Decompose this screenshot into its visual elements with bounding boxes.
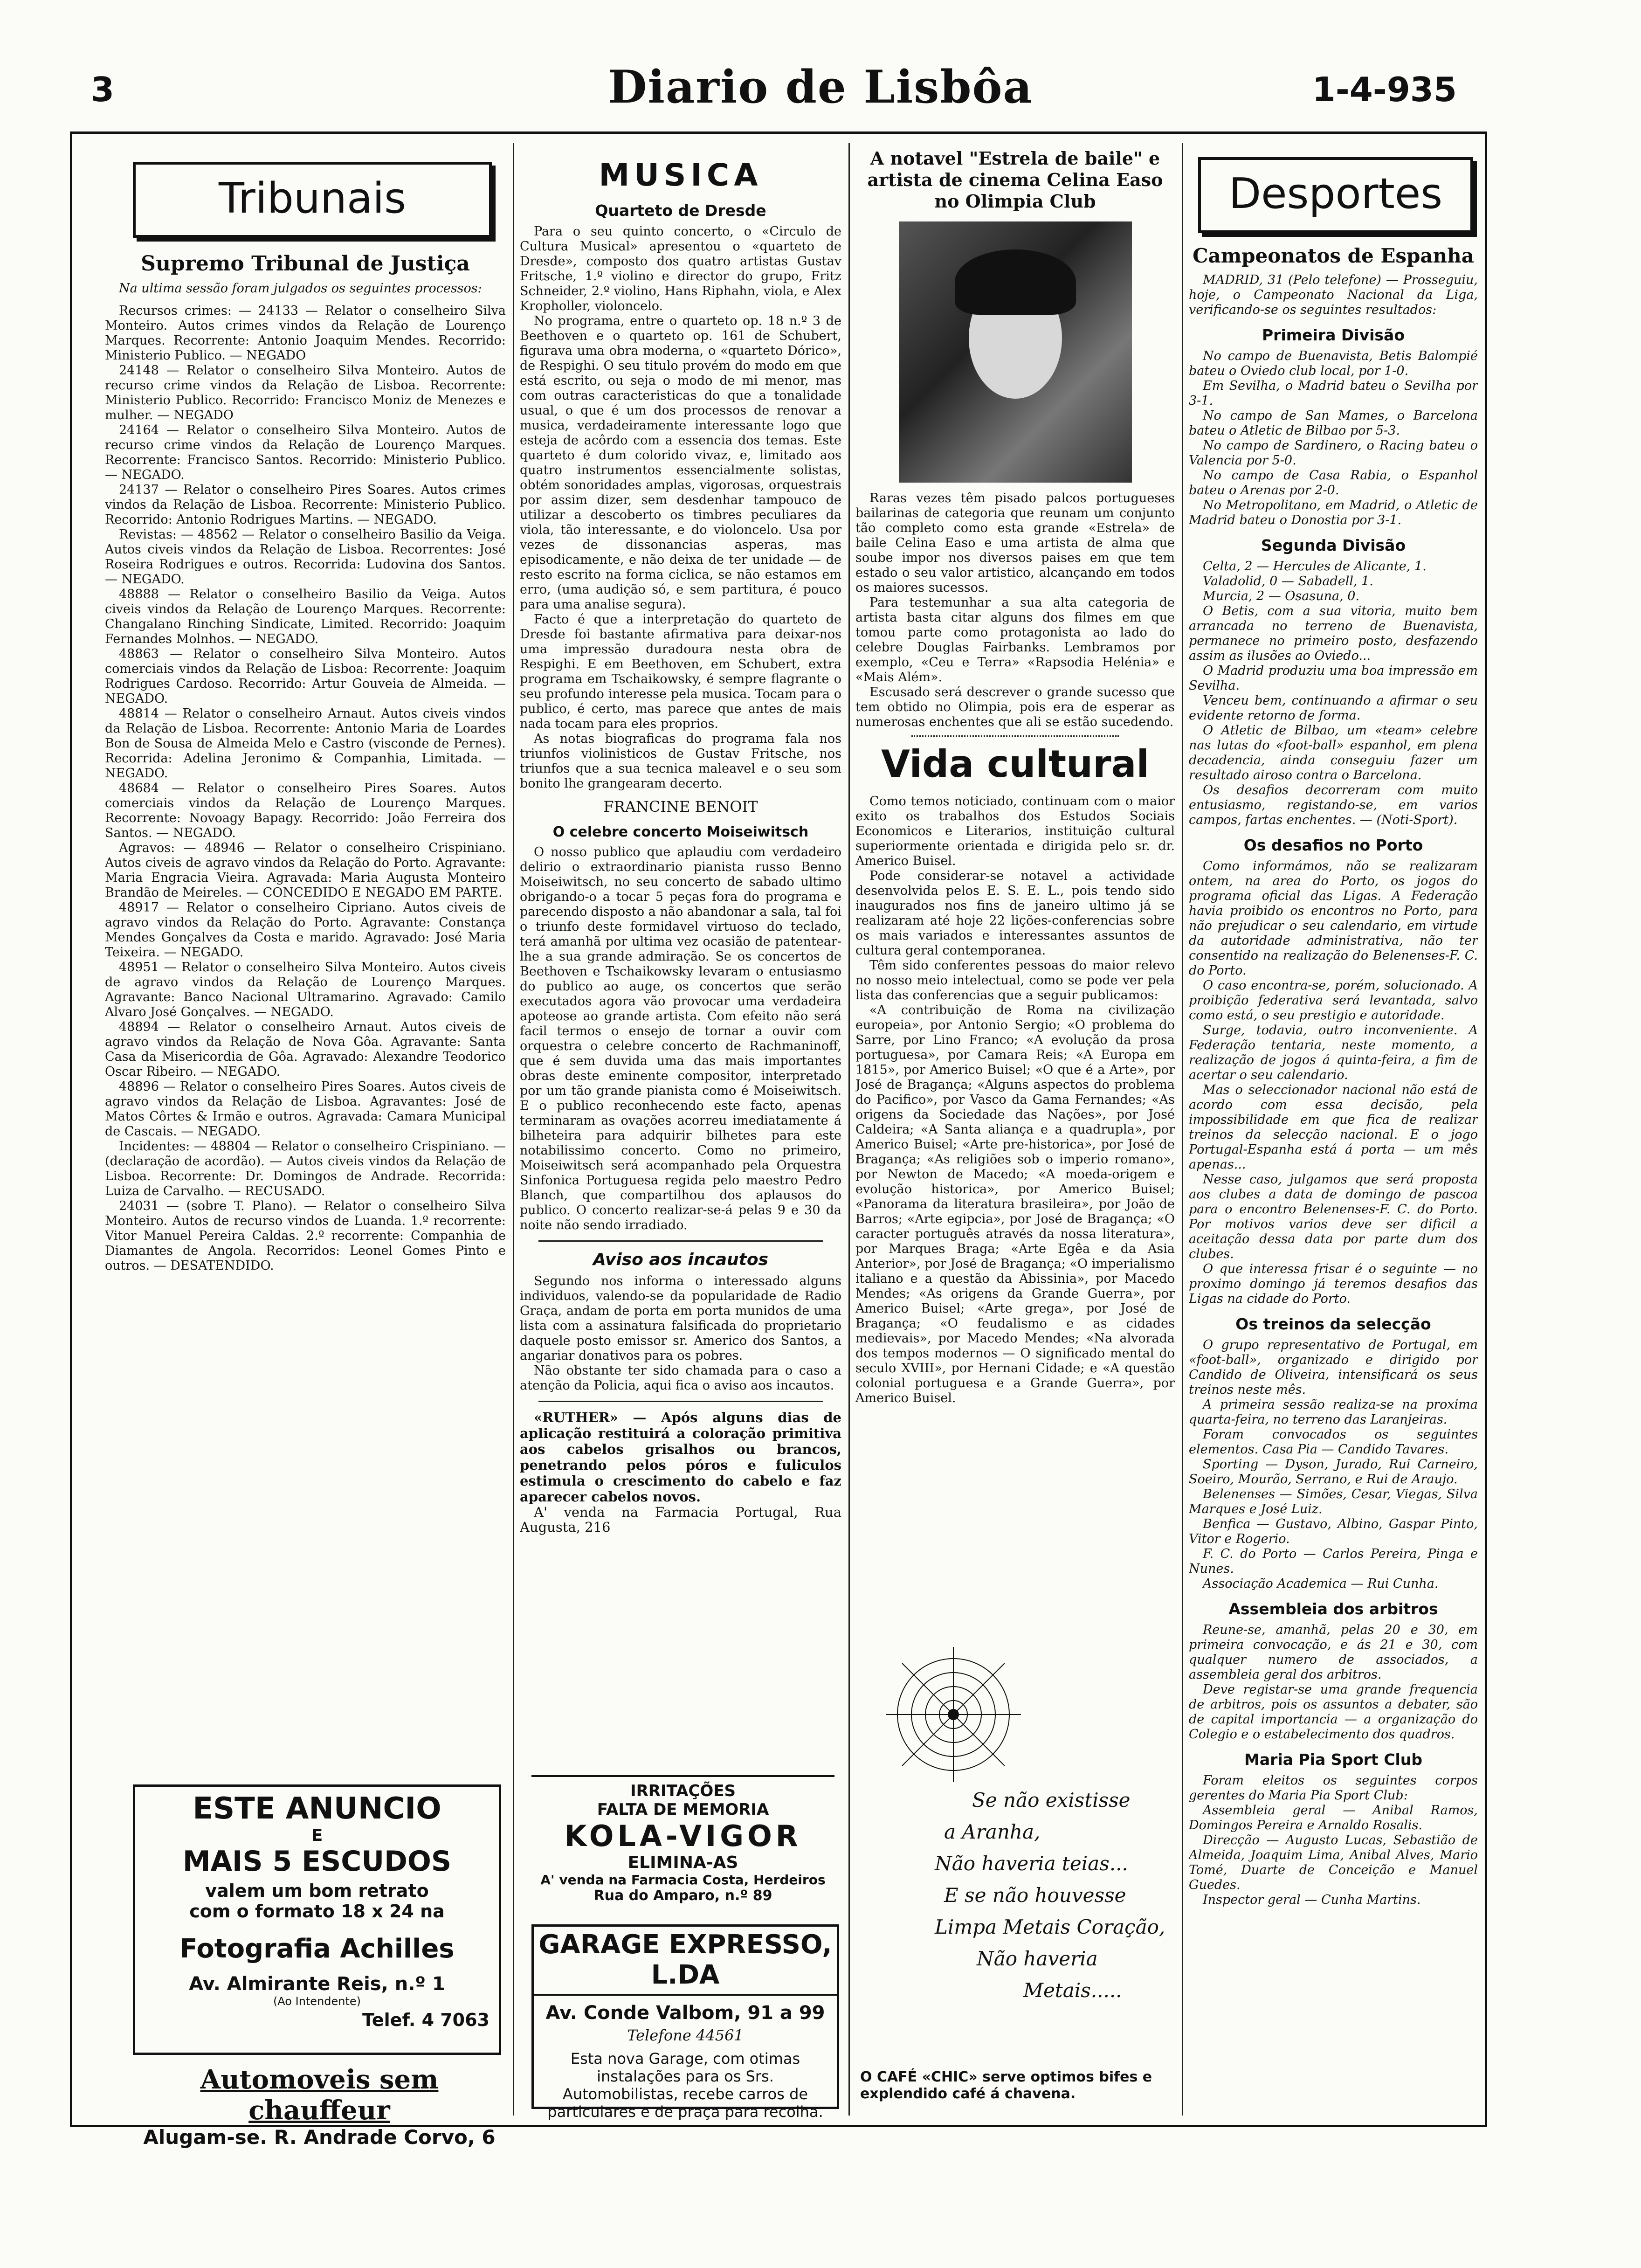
paragraph: 48896 — Relator o conselheiro Pires Soares. Autos civeis de agravo vindos da Relação de Lisboa. Agravantes: José de Matos Côrtes & Irmão e outros. Agravada: Camara Municipal de Cascais. — NEGADO. (105, 1079, 506, 1139)
handwritten-slogan (935, 1784, 1168, 2006)
ad-line: Fotografia Achilles (179, 1934, 455, 1964)
ad-line: MAIS 5 ESCUDOS (182, 1845, 452, 1878)
ad-line: Automoveis sem chauffeur (200, 2064, 439, 2126)
spider-web-icon (883, 1645, 1023, 1784)
ad-line: FALTA DE MEMORIA (597, 1800, 769, 1819)
slogan-line: Limpa Metais Coração, (935, 1915, 1165, 1938)
paragraph: Agravos: — 48946 — Relator o conselheiro Crispiniano. Autos civeis de agravo vindos da Relação do Porto. Agravante: Maria Engracia Vieira. Agravada: Maria Augusta Monteiro Brandão de Meireles. — CONCEDIDO E NEGADO EM PARTE. (105, 841, 506, 900)
article-lead: Na ultima sessão foram julgados os seguintes processos: (119, 281, 482, 296)
paragraph: O Madrid produziu uma boa impressão em Sevilha. (1189, 664, 1478, 693)
paragraph: 24164 — Relator o conselheiro Silva Monteiro. Autos de recurso crime vindos da Relação de Lourenço Marques. Recorrente: Francisco Santos. Recorrido: Ministerio Publico. — NEGADO. (105, 423, 506, 482)
ad-line: GARAGE EXPRESSO, L.DA (534, 1929, 837, 1996)
paragraph: Recursos crimes: — 24133 — Relator o conselheiro Silva Monteiro. Autos crimes vindos da Relação de Lourenço Marques. Recorrente: Antonio Joaquim Mendes. Recorrido: Ministerio Publico. — NEGADO (105, 304, 506, 363)
column-rule (513, 143, 514, 2116)
byline: FRANCINE BENOIT (603, 798, 758, 816)
article-lead: MADRID, 31 (Pelo telefone) — Prosseguiu, hoje, o Campeonato Nacional da Liga, verificando-se os seguintes resultados: (1189, 273, 1478, 317)
paragraph: O caso encontra-se, porém, solucionado. A proibição federativa será levantada, salvo como está, o seu prestigio e autoridade. (1189, 978, 1478, 1023)
paragraph: Em Sevilha, o Madrid bateu o Sevilha por 3-1. (1189, 379, 1478, 408)
paragraph: Segundo nos informa o interessado alguns individuos, valendo-se da popularidade de Radio Graça, andam de porta em porta munidos de uma lista com a assinatura falsificada do proprietario daquele posto emissor sr. Americo dos Santos, a angariar donativos para os pobres. (520, 1274, 841, 1363)
paragraph: Foram eleitos os seguintes corpos gerentes do Maria Pia Sport Club: (1189, 1773, 1478, 1803)
divider (538, 1401, 823, 1402)
subhead: Os treinos da selecção (1235, 1315, 1431, 1333)
ad-line: A' venda na Farmacia Costa, Herdeiros (540, 1872, 826, 1888)
subhead: Os desafios no Porto (1243, 836, 1423, 854)
page-frame (70, 131, 1487, 2149)
issue-date: 1-4-935 (1312, 70, 1457, 109)
article-title: Aviso aos incautos (593, 1250, 768, 1269)
article-title: Supremo Tribunal de Justiça (141, 252, 470, 276)
column-rule (848, 143, 850, 2116)
paragraph: «A contribuição de Roma na civilização europeia», por Antonio Sergio; «O problema do Sarre, por Lino Franco; «A evolução da prosa portuguesa», por Camara Reis; «A Europa em 1815», por Americo Buisel; «O que é a Arte», por José de Bragança; «Alguns aspectos do problema do Pacifico», por Vasco da Gama Fernandes; «As origens da Sociedade das Nações», por José Caldeira; «A Santa aliança e a quadrupla», por Americo Buisel; «Arte pre-historica», por José de Bragança; «As religiões sob o imperio romano», por Newton de Macedo; «A moeda-origem e evolução historica», por Americo Buisel; «Panorama da literatura brasileira», por João de Barros; «Arte egipcia», por José de Bragança; «O caracter português através da nossa literatura», por Marques Braga; «Arte Egêa e da Asia Anterior», por José de Bragança; «O imperialismo italiano e a questão da Abissinia», por Macedo Mendes; «As origens da Grande Guerra», por Americo Buisel; «Arte grega», por José de Bragança; «O feudalismo e as cidades medievais», por Macedo Mendes; «Na alvorada dos tempos modernos — O significado mental do seculo XVIII», por Hernani Cidade; e «A questão colonial portuguesa e a Grande Guerra», por Americo Buisel. (855, 1003, 1175, 1405)
paragraph: Benfica — Gustavo, Albino, Gaspar Pinto, Vitor e Rogerio. (1189, 1517, 1478, 1546)
paragraph: O grupo representativo de Portugal, em «foot-ball», organizado e dirigido por Candido de Oliveira, intensificará os seus treinos neste mês. (1189, 1338, 1478, 1397)
newspaper-title: Diario de Lisbôa (608, 61, 1033, 113)
paragraph: Reune-se, amanhã, pelas 20 e 30, em primeira convocação, e ás 21 e 30, com qualquer numero de associados, a assembleia geral dos arbitros. (1189, 1623, 1478, 1682)
divider (911, 735, 1119, 737)
subhead: Maria Pia Sport Club (1244, 1750, 1422, 1769)
divider (538, 1240, 823, 1242)
ad-ruther: «RUTHER» — Após alguns dias de aplicação restituirá a coloração primitiva aos cabelos grisalhos ou brancos, penetrando pelos póros e fuliculos estimula o crescimento do cabelo e faz aparecer cabelos novos. (520, 1410, 841, 1505)
article-title: O celebre concerto Moiseiwitsch (552, 824, 809, 840)
paragraph: 48951 — Relator o conselheiro Silva Monteiro. Autos civeis de agravo vindos da Relação de Lourenço Marques. Agravante: Banco Nacional Ultramarino. Agravado: Camilo Alvaro José Gonçalves. — NEGADO. (105, 960, 506, 1019)
paragraph: Incidentes: — 48804 — Relator o conselheiro Crispiniano. — (declaração de acordão). — Autos civeis vindos da Relação de Lisboa. Recorrente: Dr. Domingos de Andrade. Recorrida: Luiza de Carvalho. — RECUSADO. (105, 1139, 506, 1198)
paragraph: 24031 — (sobre T. Plano). — Relator o conselheiro Silva Monteiro. Autos de recurso vindos de Luanda. 1.º recorrente: Vitor Manuel Pereira Caldas. 2.º recorrente: Companhia de Diamantes de Angola. Recorridos: Leonel Gomes Pinto e outros. — DESATENDIDO. (105, 1199, 506, 1273)
subhead: Primeira Divisão (1262, 326, 1405, 344)
slogan-line: a Aranha, (944, 1820, 1041, 1843)
paragraph: Revistas: — 48562 — Relator o conselheiro Basilio da Veiga. Autos civeis vindos da Relação de Lisboa. Recorrentes: José Roseira Rodrigues e outros. Recorrida: Ludovina dos Santos. — NEGADO. (105, 527, 506, 587)
article-title: Campeonatos de Espanha (1193, 244, 1474, 267)
ad-line: E (311, 1826, 323, 1845)
slogan-line: E se não houvesse (944, 1884, 1126, 1907)
paragraph: No campo de Buenavista, Betis Balompié bateu o Oviedo club local, por 1-0. (1189, 349, 1478, 378)
ad-cafe-chic: O CAFÉ «CHIC» serve optimos bifes e explendido café á chavena. (860, 2069, 1152, 2102)
ad-line: valem um bom retrato (205, 1881, 429, 1901)
paragraph: Facto é que a interpretação do quarteto de Dresde foi bastante afirmativa para deixar-nos uma impressão duradoura nesta obra de Respighi. E em Beethoven, em Schubert, extra programa em Tschaikowsky, é sempre flagrante o seu profundo interesse pela musica. Tocam para o publico, é certo, mas parece que antes de mais nada tocam para eles proprios. (520, 612, 841, 731)
ad-fotografia-achilles (133, 1784, 501, 2055)
paragraph: As notas biograficas do programa fala nos triunfos violinisticos de Gustav Fritsche, nos triunfos que a sua tecnica maleavel e o seu som bonito lhe grangearam decerto. (520, 732, 841, 791)
ad-line: ESTE ANUNCIO (193, 1791, 441, 1826)
ad-line: ELIMINA-AS (627, 1853, 738, 1872)
ad-line: Av. Conde Valbom, 91 a 99 (545, 2002, 825, 2024)
paragraph: 24148 — Relator o conselheiro Silva Monteiro. Autos de recurso crime vindos da Relação de Lisboa. Recorrente: Ministerio Publico. Recorrido: Francisco Moniz de Menezes e mulher. — NEGADO (105, 363, 506, 422)
paragraph: 48684 — Relator o conselheiro Pires Soares. Autos comerciais vindos da Relação de Lourenço Marques. Recorrente: Novoagy Bapagy. Recorrido: João Ferreira dos Santos. — NEGADO. (105, 781, 506, 840)
paragraph: Venceu bem, continuando a afirmar o seu evidente retorno de forma. (1189, 693, 1478, 723)
paragraph: Surge, todavia, outro inconveniente. A Federação tentaria, neste momento, a realização de jogos á quinta-feira, a fim de acertar o seu calendario. (1189, 1023, 1478, 1082)
article-title: A notavel "Estrela de baile" e artista de cinema Celina Easo no Olimpia Club (867, 148, 1163, 212)
paragraph: Nesse caso, julgamos que será proposta aos clubes a data de domingo de pascoa para o encontro Belenenses-F. C. do Porto. Por motivos varios deve ser dificil a aceitação dessa data por parte dum dos clubes. (1189, 1172, 1478, 1261)
page-number: 3 (91, 70, 115, 109)
subhead: Segunda Divisão (1261, 536, 1406, 554)
slogan-line: Metais..... (1023, 1979, 1122, 2002)
paragraph: No campo de Casa Rabia, o Espanhol bateu o Arenas por 2-0. (1189, 468, 1478, 498)
paragraph: Para o seu quinto concerto, o «Circulo de Cultura Musical» apresentou o «quarteto de Dresde», composto dos quatro artistas Gustav Fritsche, 1.º violino e director do grupo, Fritz Schneider, 2.º violino, Hans Riphahn, viola, e Alex Kropholler, violoncelo. (520, 224, 841, 313)
section-head-vida-cultural: Vida cultural (881, 742, 1149, 786)
paragraph: Direcção — Augusto Lucas, Sebastião de Almeida, Joaquim Lima, Anibal Alves, Mario Tomé, Duarte de Conceição e Manuel Guedes. (1189, 1833, 1478, 1892)
ad-line: Telefone 44561 (627, 2026, 744, 2044)
ad-line: Rua do Amparo, n.º 89 (593, 1888, 772, 1904)
paragraph: 24137 — Relator o conselheiro Pires Soares. Autos crimes vindos da Relação de Lisboa. Recorrente: Ministerio Publico. Recorrido: Antonio Rodrigues Martins. — NEGADO. (105, 483, 506, 527)
ad-limpa-metais (865, 1640, 1172, 2102)
paragraph: Associação Academica — Rui Cunha. (1203, 1577, 1439, 1591)
paragraph: Mas o seleccionador nacional não está de acordo com essa decisão, pela impossibilidade em que fica de realizar treinos da selecção nacional. E o jogo Portugal-Espanha está á porta — um mês apenas... (1189, 1083, 1478, 1172)
ad-line: Alugam-se. R. Andrade Corvo, 6 (143, 2126, 496, 2149)
paragraph: O que interessa frisar é o seguinte — no proximo domingo já teremos desafios das Ligas na cidade do Porto. (1189, 1262, 1478, 1306)
paragraph: Os desafios decorreram com muito entusiasmo, registando-se, em varios campos, fartas enchentes. — (Noti-Sport). (1189, 783, 1478, 827)
ad-line: Telef. 4 7063 (362, 2010, 490, 2030)
paragraph: Inspector geral — Cunha Martins. (1203, 1893, 1421, 1907)
paragraph: Assembleia geral — Anibal Ramos, Domingos Pereira e Arnaldo Rosalis. (1189, 1803, 1478, 1832)
paragraph: 48894 — Relator o conselheiro Arnaut. Autos civeis de agravo vindos da Relação de Nova Gôa. Agravante: Santa Casa da Misericordia de Gôa. Agravado: Alexandre Teodorico Oscar Ribeiro. — NEGADO. (105, 1020, 506, 1079)
paragraph: Sporting — Dyson, Jurado, Rui Carneiro, Soeiro, Mourão, Serrano, e Rui de Araujo. (1189, 1457, 1478, 1487)
slogan-line: Não haveria teias... (935, 1852, 1128, 1875)
paragraph: Raras vezes têm pisado palcos portugueses bailarinas de categoria que reunam um conjunto tão completo como esta grande «Estrela» de baile Celina Easo e uma artista de alma que soube impor nos diversos paises em que tem estado o seu valor artistico, alcançando em todos os maiores sucessos. (855, 491, 1175, 595)
paragraph: Para testemunhar a sua alta categoria de artista basta citar alguns dos filmes em que tomou parte como protagonista ao lado do celebre Douglas Fairbanks. Lembramos por exemplo, «Ceu e Terra» «Rapsodia Helénia» e «Mais Além». (855, 595, 1175, 685)
ad-kola-vigor (531, 1775, 834, 1904)
ad-line: Av. Almirante Reis, n.º 1 (189, 1973, 445, 1995)
ad-line: (Ao Intendente) (273, 1995, 361, 2008)
paragraph: 48814 — Relator o conselheiro Arnaut. Autos civeis vindos da Relação de Lisboa. Recorrente: Antonio Maria de Loardes Bon de Sousa de Almeida Melo e Castro (visconde de Pernes). Recorrida: Adelina Jeronimo & Companhia, Limitada. — NEGADO. (105, 706, 506, 781)
paragraph: No programa, entre o quarteto op. 18 n.º 3 de Beethoven e o quarteto op. 161 de Schubert, figurava uma obra moderna, o «quarteto Dórico», de Respighi. O seu titulo provém do modo em que está escrito, ou seja o modo de mi menor, mas com outras caracteristicas do que a tonalidade usual, o que é um dos processos de renovar a musica, verdadeiramente interessante logo que esteja de acôrdo com a essencia dos temas. Este quarteto é dum colorido vivaz, e, limitado aos quatro instrumentos essencialmente solistas, obtém sonoridades amplas, vigorosas, orquestrais por assim dizer, sem desdenhar tampouco de utilizar a descoberto os timbres peculiares da viola, tão interessante, e do violoncelo. Usa por vezes de dissonancias asperas, mas episodicamente, e não deixa de ter unidade — de resto escrito na forma ciclica, se não estamos em erro, (uma audição só, e sem partitura, é pouco para uma analise segura). (520, 314, 841, 612)
paragraph: Escusado será descrever o grande sucesso que tem obtido no Olimpia, pois era de esperar as numerosas enchentes que ali se estão sucedendo. (855, 685, 1175, 729)
section-head-musica: MUSICA (599, 157, 763, 193)
paragraph: No campo de Sardinero, o Racing bateu o Valencia por 5-0. (1189, 438, 1478, 468)
paragraph: Celta, 2 — Hercules de Alicante, 1. (1203, 559, 1427, 574)
paragraph: O nosso publico que aplaudiu com verdadeiro delirio o extraordinario pianista russo Benno Moiseiwitsch, no seu concerto de sabado ultimo obrigando-o a tocar 5 peças fora do programa e parecendo disposto a não abandonar a sala, tal foi o triunfo deste formidavel virtuoso do teclado, terá amanhã por ultima vez ocasião de patentear-lhe a sua grande admiração. Se os concertos de Beethoven e Tschaikowsky levaram o entusiasmo do publico ao auge, os concertos que serão executados agora vão provocar uma verdadeira apoteose ao grande artista. Com efeito não será facil termos o ensejo de tornar a ouvir com orquestra o celebre concerto de Rachmaninoff, que é sem duvida uma das mais importantes obras deste eminente compositor, interpretado por um tão grande pianista como é Moiseiwitsch. E o publico reconhecendo este facto, apenas terminaram as ovações acorreu imediatamente á bilheteira para adquirir bilhetes para este notabilissimo concerto. Como no primeiro, Moiseiwitsch será acompanhado pela Orquestra Sinfonica Portuguesa regida pelo maestro Pedro Blanch, que compartilhou dos aplausos do publico. O concerto realizar-se-á pelas 9 e 30 da noite não sendo irradiado. (520, 845, 841, 1232)
paragraph: 48863 — Relator o conselheiro Silva Monteiro. Autos comerciais vindos da Relação de Lisboa: Recorrente: Joaquim Rodrigues Cardoso. Recorrido: Artur Gouveia de Almeida. — NEGADO. (105, 647, 506, 706)
paragraph: Foram convocados os seguintes elementos. Casa Pia — Candido Tavares. (1189, 1427, 1478, 1457)
photo-celina-easo (899, 221, 1132, 483)
article-title: Quarteto de Dresde (595, 201, 766, 220)
column-desportes (1189, 143, 1478, 2116)
paragraph: 48917 — Relator o conselheiro Cipriano. Autos civeis de agravo vindos da Relação do Porto. Agravante: Constança Mendes Gonçalves da Costa e marido. Agravado: José Maria Teixeira. — NEGADO. (105, 900, 506, 960)
hair-shape (955, 249, 1076, 315)
paragraph: No Metropolitano, em Madrid, o Atletic de Madrid bateu o Donostia por 3-1. (1189, 498, 1478, 527)
ad-line: KOLA-VIGOR (564, 1819, 802, 1853)
ad-line: Esta nova Garage, com otimas instalações para os Srs. Automobilistas, recebe carros de particulares e de praça para recolha. (547, 2050, 823, 2121)
paragraph: Têm sido conferentes pessoas do maior relevo no nosso meio intelectual, como se pode ver pela lista das conferencias que a seguir publicamos: (855, 958, 1175, 1003)
paragraph: O Atletic de Bilbao, um «team» celebre nas lutas do «foot-ball» espanhol, em plena decadencia, ainda conseguiu fazer um resultado airoso contra o Barcelona. (1189, 723, 1478, 782)
ad-automoveis (133, 2064, 506, 2149)
paragraph: 48888 — Relator o conselheiro Basilio da Veiga. Autos civeis vindos da Relação de Lourenço Marques. Recorrente: Changalano Rinching Sindicate, Limited. Recorrido: Joaquim Fernandes Molnhos. — NEGADO. (105, 587, 506, 646)
paragraph: Pode considerar-se notavel a actividade desenvolvida pelos E. S. E. L., pois tendo sido inaugurados nos fins de janeiro ultimo já se realizaram até hoje 22 lições-conferencias sobre os mais variados e interessantes assuntos de cultura geral contemporanea. (855, 869, 1175, 958)
paragraph: Valadolid, 0 — Sabadell, 1. (1203, 574, 1373, 588)
paragraph: Murcia, 2 — Osasuna, 0. (1203, 589, 1360, 603)
ad-ruther-address: A' venda na Farmacia Portugal, Rua Augusta, 216 (520, 1504, 841, 1535)
subhead: Assembleia dos arbitros (1228, 1600, 1438, 1618)
ad-line: IRRITAÇÕES (630, 1782, 736, 1800)
paragraph: Como informámos, não se realizaram ontem, na area do Porto, os jogos do programa oficial das Ligas. A Federação havia proibido os encontros no Porto, para não prejudicar o seu calendario, em virtude da autoridade administrativa, não ter consentido na realização do Belenenses-F. C. do Porto. (1189, 859, 1478, 978)
column-rule (1182, 143, 1183, 2116)
paragraph: Não obstante ter sido chamada para o caso a atenção da Policia, aqui fica o aviso aos incautos. (520, 1363, 841, 1393)
paragraph: Belenenses — Simões, Cesar, Viegas, Silva Marques e José Luiz. (1189, 1487, 1478, 1516)
paragraph: F. C. do Porto — Carlos Pereira, Pinga e Nunes. (1189, 1547, 1478, 1576)
ad-garage-expresso (531, 1924, 839, 2121)
section-head-desportes: Desportes (1198, 157, 1473, 233)
paragraph: A primeira sessão realiza-se na proxima quarta-feira, no terreno das Laranjeiras. (1189, 1397, 1478, 1427)
paragraph: O Betis, com a sua vitoria, muito bem arrancada no terreno de Buenavista, permanece no primeiro posto, desfazendo assim as ilusões ao Oviedo... (1189, 604, 1478, 663)
slogan-line: Não haveria (977, 1947, 1098, 1970)
paragraph: No campo de San Mames, o Barcelona bateu o Atletic de Bilbao por 5-3. (1189, 408, 1478, 438)
paragraph: Deve registar-se uma grande frequencia de arbitros, pois os assuntos a debater, são de capital importancia — a organização do Colegio e o estabelecimento dos quadros. (1189, 1682, 1478, 1742)
section-head-tribunais: Tribunais (133, 162, 492, 238)
paragraph: Como temos noticiado, continuam com o maior exito os trabalhos dos Estudos Sociais Economicos e Literarios, instituição cultural superiormente orientada e dirigida pelo sr. dr. Americo Buisel. (855, 794, 1175, 868)
slogan-line: Se não existisse (972, 1789, 1131, 1812)
ad-line: com o formato 18 x 24 na (189, 1901, 445, 1922)
